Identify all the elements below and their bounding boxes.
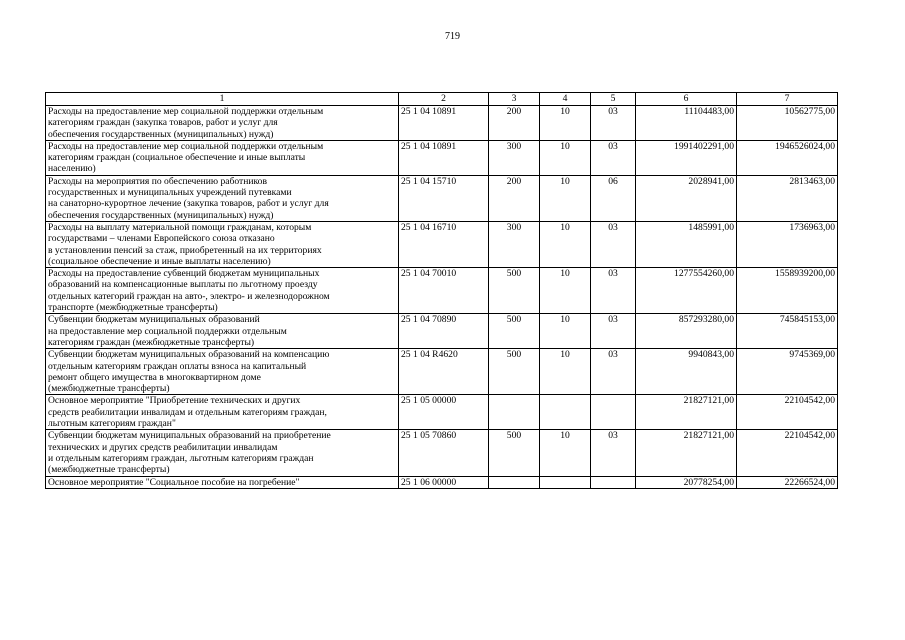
row-description-line: льготным категориям граждан" [48, 418, 176, 430]
row-description [46, 314, 399, 349]
row-col7: 2813463,00 [737, 175, 838, 221]
row-description [46, 175, 399, 221]
row-col7: 22266524,00 [737, 476, 838, 488]
row-description-line: (межбюджетные трансферты) [48, 383, 170, 395]
row-col6: 1485991,00 [636, 221, 737, 267]
row-description [46, 221, 399, 267]
row-col3 [489, 476, 540, 488]
header-col-5: 5 [591, 93, 636, 106]
row-col3: 500 [489, 430, 540, 476]
row-col6: 1991402291,00 [636, 140, 737, 175]
table-row [46, 140, 838, 175]
row-description-line: обеспечения государственных (муниципальных) нужд) [48, 209, 274, 221]
row-col7: 22104542,00 [737, 395, 838, 430]
row-description [46, 106, 399, 141]
row-col6: 1277554260,00 [636, 268, 737, 314]
row-code: 25 1 04 15710 [399, 175, 489, 221]
row-description [46, 268, 399, 314]
table-row [46, 476, 838, 488]
row-col3: 200 [489, 175, 540, 221]
row-code: 25 1 04 10891 [399, 106, 489, 141]
row-col5: 06 [591, 175, 636, 221]
row-col3: 500 [489, 268, 540, 314]
row-code: 25 1 05 70860 [399, 430, 489, 476]
row-col4: 10 [540, 140, 591, 175]
row-description-line: в установлении пенсий за стаж, приобретенный на их территориях [48, 244, 322, 256]
row-code: 25 1 04 70890 [399, 314, 489, 349]
row-description [46, 430, 399, 476]
row-code: 25 1 04 16710 [399, 221, 489, 267]
table-row [46, 349, 838, 395]
row-col3 [489, 395, 540, 430]
row-description-line: на санаторно-курортное лечение (закупка товаров, работ и услуг для [48, 198, 329, 210]
table-row [46, 268, 838, 314]
row-col4: 10 [540, 430, 591, 476]
row-description [46, 476, 399, 488]
table-row [46, 395, 838, 430]
row-col6: 2028941,00 [636, 175, 737, 221]
row-description-line: категориям граждан (межбюджетные трансферты) [48, 336, 255, 348]
row-col5 [591, 476, 636, 488]
row-description-line: и отдельным категориям граждан, льготным категориям граждан [48, 452, 314, 464]
row-col5: 03 [591, 349, 636, 395]
row-description-line: Расходы на предоставление мер социальной поддержки отдельным [48, 140, 324, 152]
row-col4: 10 [540, 314, 591, 349]
row-col7: 9745369,00 [737, 349, 838, 395]
header-col-6: 6 [636, 93, 737, 106]
row-description-line: образований на компенсационные выплаты по льготному проезду [48, 279, 318, 291]
row-description-line: на предоставление мер социальной поддержки отдельным [48, 325, 287, 337]
header-col-1: 1 [46, 93, 399, 106]
row-description-line: государственных и муниципальных учреждений путевками [48, 187, 292, 199]
row-col5: 03 [591, 430, 636, 476]
page-number: 719 [445, 31, 460, 42]
row-col7: 745845153,00 [737, 314, 838, 349]
row-col3: 500 [489, 349, 540, 395]
row-col6: 21827121,00 [636, 430, 737, 476]
header-row [46, 93, 838, 106]
row-description-line: Субвенции бюджетам муниципальных образований на приобретение [48, 430, 331, 442]
row-col6: 857293280,00 [636, 314, 737, 349]
row-col5 [591, 395, 636, 430]
row-col4: 10 [540, 175, 591, 221]
row-description-line: категориям граждан (закупка товаров, работ и услуг для [48, 117, 278, 129]
row-col7: 22104542,00 [737, 430, 838, 476]
row-description-line: (социальное обеспечение и иные выплаты населению) [48, 255, 271, 267]
table-row [46, 221, 838, 267]
row-description [46, 140, 399, 175]
row-col4: 10 [540, 221, 591, 267]
row-col6: 20778254,00 [636, 476, 737, 488]
row-col6: 9940843,00 [636, 349, 737, 395]
row-col3: 300 [489, 221, 540, 267]
row-col6: 11104483,00 [636, 106, 737, 141]
row-description-line: Субвенции бюджетам муниципальных образований [48, 314, 260, 326]
table-row [46, 314, 838, 349]
row-col4: 10 [540, 106, 591, 141]
row-description-line: отдельных категорий граждан на авто-, электро- и железнодорожном [48, 290, 330, 302]
row-col5: 03 [591, 106, 636, 141]
row-code: 25 1 06 00000 [399, 476, 489, 488]
row-description-line: Расходы на выплату материальной помощи гражданам, которым [48, 221, 312, 233]
table-row [46, 430, 838, 476]
row-col5: 03 [591, 221, 636, 267]
row-description-line: Расходы на предоставление мер социальной поддержки отдельным [48, 106, 324, 117]
row-col4: 10 [540, 268, 591, 314]
row-description-line: обеспечения государственных (муниципальных) нужд) [48, 128, 274, 140]
row-code: 25 1 05 00000 [399, 395, 489, 430]
header-col-2: 2 [399, 93, 489, 106]
row-description-line: транспорте (межбюджетные трансферты) [48, 302, 218, 314]
header-col-3: 3 [489, 93, 540, 106]
row-description-line: средств реабилитации инвалидам и отдельным категориям граждан, [48, 406, 327, 418]
row-description-line: населению) [48, 163, 96, 175]
header-col-7: 7 [737, 93, 838, 106]
row-description-line: государствами – членами Европейского союза отказано [48, 233, 275, 245]
row-col7: 10562775,00 [737, 106, 838, 141]
row-description [46, 395, 399, 430]
row-col4 [540, 395, 591, 430]
table-row [46, 106, 838, 141]
row-description-line: Основное мероприятие "Социальное пособие на погребение" [48, 476, 300, 488]
row-code: 25 1 04 R4620 [399, 349, 489, 395]
row-col5: 03 [591, 314, 636, 349]
row-description-line: Основное мероприятие "Приобретение технических и других [48, 395, 301, 407]
row-description-line: категориям граждан (социальное обеспечение и иные выплаты [48, 152, 306, 164]
row-col3: 500 [489, 314, 540, 349]
row-col4 [540, 476, 591, 488]
row-col6: 21827121,00 [636, 395, 737, 430]
row-description-line: (межбюджетные трансферты) [48, 464, 170, 476]
row-col5: 03 [591, 140, 636, 175]
row-code: 25 1 04 70010 [399, 268, 489, 314]
row-description [46, 349, 399, 395]
row-description-line: ремонт общего имущества в многоквартирном доме [48, 371, 261, 383]
row-col4: 10 [540, 349, 591, 395]
row-col7: 1946526024,00 [737, 140, 838, 175]
row-col7: 1736963,00 [737, 221, 838, 267]
row-col3: 200 [489, 106, 540, 141]
row-description-line: технических и других средств реабилитации инвалидам [48, 441, 278, 453]
row-code: 25 1 04 10891 [399, 140, 489, 175]
table-row [46, 175, 838, 221]
row-description-line: Расходы на мероприятия по обеспечению работников [48, 175, 268, 187]
budget-table [45, 92, 838, 489]
row-description-line: Расходы на предоставление субвенций бюджетам муниципальных [48, 268, 320, 280]
row-col7: 1558939200,00 [737, 268, 838, 314]
row-description-line: отдельным категориям граждан оплаты взноса на капитальный [48, 360, 307, 372]
row-description-line: Субвенции бюджетам муниципальных образований на компенсацию [48, 349, 330, 361]
row-col5: 03 [591, 268, 636, 314]
row-col3: 300 [489, 140, 540, 175]
header-col-4: 4 [540, 93, 591, 106]
